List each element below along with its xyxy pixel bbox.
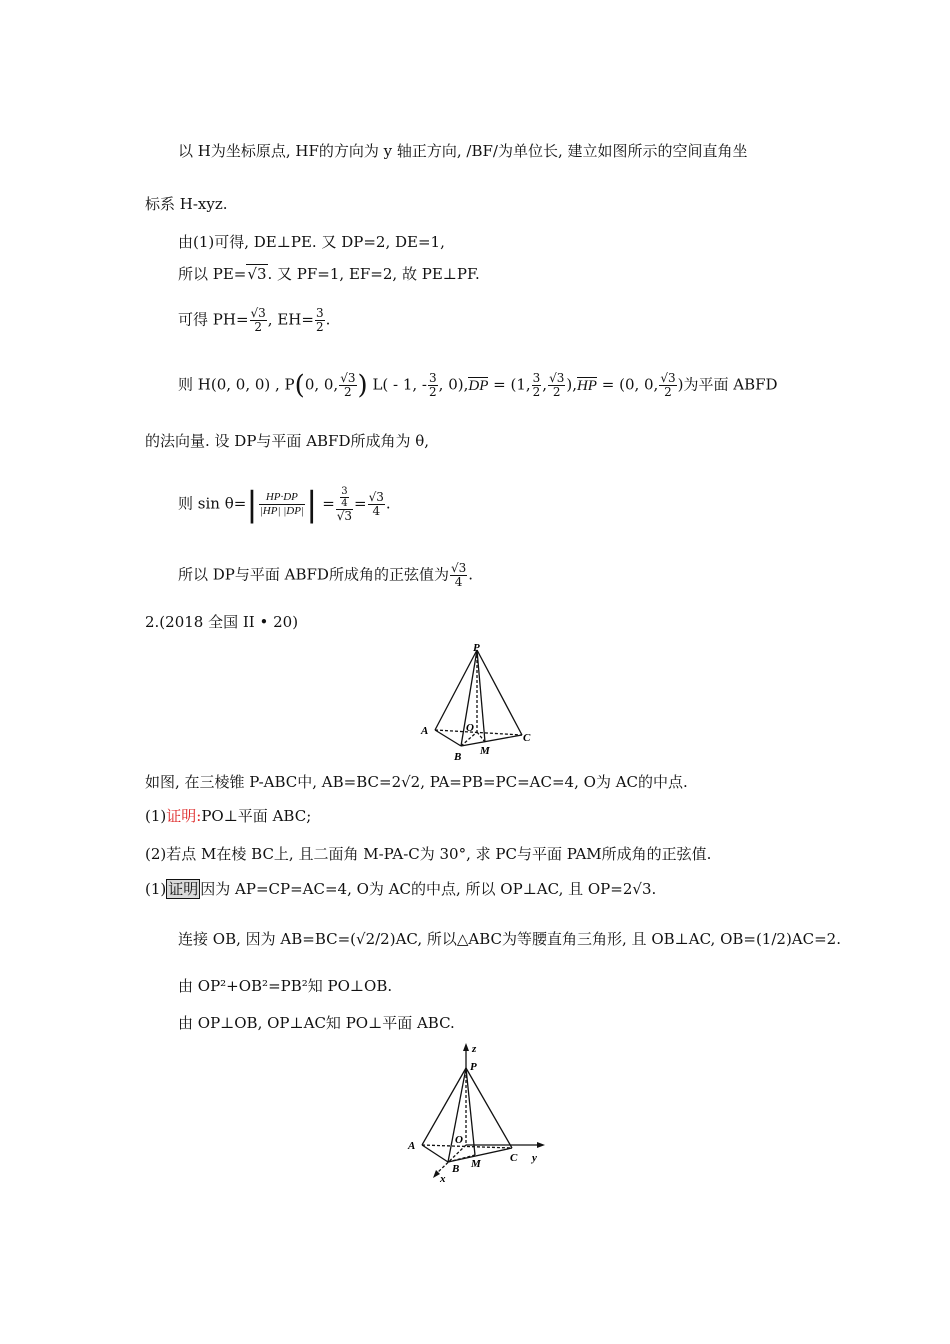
fig2-label-b: B [452, 1163, 460, 1175]
fraction-p-den: 2 [344, 385, 352, 399]
fraction-result-den: 4 [372, 504, 381, 518]
fraction-result-num: √3 [368, 490, 384, 504]
fig1-label-p: P [473, 642, 480, 654]
line-4 [178, 263, 480, 285]
fig1-label-a: A [421, 725, 429, 737]
fig2-label-p: P [470, 1061, 477, 1073]
fraction-l-den: 2 [429, 385, 437, 399]
line-14 [145, 878, 656, 900]
line-13: (2)若点 M在棱 BC上, 且二面角 M-PA-C为 30°, 求 PC与平面 PAM所成角的正弦值. [145, 845, 712, 863]
part-1-number-b: (1) [145, 880, 167, 898]
fraction-dp-a [532, 372, 542, 399]
fraction-abs [259, 491, 305, 518]
dp-eq: = (1, [493, 375, 531, 394]
line-9-text-a: 所以 DP与平面 ABFD所成角的正弦值为 [178, 565, 449, 584]
line-6-text-b: 为平面 ABFD [683, 375, 778, 394]
line-8: 则 sin θ=| $\frac{HP\cdot DP}{|HP| |DP|}$ | = $\frac{\frac{3}{4}}{√3}$ = $\frac{√3}{4}$ . [178, 484, 391, 525]
fig2-label-x: x [440, 1173, 446, 1185]
fraction-dp-b [548, 372, 565, 399]
fraction-hp-den: 2 [664, 385, 672, 399]
line-6-text-a: 则 H(0, 0, 0) , P [178, 375, 295, 394]
fraction-abs-num: HP·DP [259, 491, 305, 505]
fig1-label-o: O [466, 722, 474, 734]
fraction-inner-num: 3 [341, 486, 348, 497]
fraction-hp [659, 372, 676, 399]
line-7: 的法向量. 设 DP与平面 ABFD所成角为 θ, [145, 432, 430, 450]
paren-open: ( [294, 370, 305, 401]
line-4-text-a: 所以 PE= [178, 265, 247, 283]
line-16: 由 OP²+OB²=PB²知 PO⊥OB. [178, 977, 393, 995]
fig1-label-m: M [480, 745, 490, 757]
equals-2: = [354, 494, 367, 513]
line-6: 则 H(0, 0, 0) , P(0, 0, $\frac{√3}{2}$ ) L( - 1, - $\frac{3}{2}$ , 0),DP = (1, $\frac{3}{2}$ , $\frac{√3}{2}$ ),HP = (0, 0, $\frac{√3}{2}$ )为平面 ABFD [178, 370, 778, 401]
fraction-p [339, 372, 356, 399]
fraction-eh-num: 3 [315, 306, 324, 320]
fraction-inner-den: 4 [341, 498, 348, 509]
fig2-label-a: A [408, 1140, 416, 1152]
line-2: 标系 H-xyz. [145, 195, 228, 213]
fraction-sin [336, 486, 353, 523]
line-5-text-a: 可得 PH= [178, 310, 249, 329]
fig2-label-y: y [532, 1152, 537, 1164]
line-3: 由(1)可得, DE⊥PE. 又 DP=2, DE=1, [178, 233, 445, 251]
fraction-p-num: √3 [340, 371, 356, 385]
fraction-inner [340, 486, 348, 509]
fraction-answer [450, 562, 467, 589]
proof-label-boxed: 证明 [168, 880, 199, 898]
line-1: 以 H为坐标原点, HF的方向为 y 轴正方向, /BF/为单位长, 建立如图所示的空间直角坐 [178, 142, 748, 160]
line-11: 如图, 在三棱锥 P-ABC中, AB=BC=2√2, PA=PB=PC=AC=4, O为 AC的中点. [145, 773, 688, 791]
fraction-dp-a-den: 2 [532, 385, 541, 399]
line-4-text-b: . 又 PF=1, EF=2, 故 PE⊥PF. [267, 265, 480, 283]
line-14-text: 因为 AP=CP=AC=4, O为 AC的中点, 所以 OP⊥AC, 且 OP=2√3. [200, 880, 657, 898]
fig2-label-z: z [472, 1043, 477, 1055]
line-8-text-a: 则 sin θ= [178, 494, 247, 513]
line-17: 由 OP⊥OB, OP⊥AC知 PO⊥平面 ABC. [178, 1014, 455, 1032]
fraction-dp-b-num: √3 [549, 371, 565, 385]
hp-eq: = (0, 0, [601, 375, 659, 394]
dp-vector: DP [468, 377, 489, 394]
abs-bar-left: | [246, 484, 258, 525]
fraction-dp-a-num: 3 [532, 371, 541, 385]
fraction-sin-den: √3 [336, 509, 353, 523]
fraction-result [368, 491, 385, 518]
fraction-eh [315, 307, 325, 334]
fraction-eh-den: 2 [315, 320, 324, 334]
problem-2-title: 2.(2018 全国 II • 20) [145, 613, 299, 631]
line-9: 所以 DP与平面 ABFD所成角的正弦值为 $\frac{√3}{4}$ . [178, 561, 474, 589]
fraction-answer-num: √3 [450, 561, 467, 575]
sqrt3-value: √3 [247, 265, 267, 283]
fig2-label-o: O [455, 1134, 463, 1146]
fig2-label-m: M [471, 1158, 481, 1170]
fraction-l [428, 372, 438, 399]
fraction-dp-b-den: 2 [552, 385, 561, 399]
fraction-abs-den: |HP| |DP| [259, 505, 304, 517]
fraction-l-num: 3 [429, 371, 437, 385]
line-15: 连接 OB, 因为 AB=BC=(√2/2)AC, 所以△ABC为等腰直角三角形, 且 OB⊥AC, OB=(1/2)AC=2. [178, 930, 841, 948]
abs-bar-right: | [305, 484, 318, 525]
fraction-hp-num: √3 [660, 371, 676, 385]
paren-close: ) [357, 370, 368, 401]
fraction-sin-num [336, 486, 353, 510]
p-coords: 0, 0, [304, 375, 339, 394]
line-5-text-b: , EH= [267, 310, 314, 329]
fig1-label-c: C [523, 732, 531, 744]
line-5 [178, 307, 330, 334]
l-point: L( - 1, - [372, 375, 428, 394]
fraction-ph [250, 307, 267, 334]
fraction-answer-den: 4 [454, 575, 463, 589]
fraction-ph-den: 2 [254, 320, 262, 334]
l-point-tail: , 0), [438, 375, 469, 394]
fig2-label-c: C [510, 1152, 518, 1164]
proof-label-red: 证明: [166, 807, 202, 825]
fig1-label-b: B [454, 751, 462, 763]
period: . [325, 310, 331, 329]
fraction-ph-num: √3 [250, 306, 266, 320]
part-1-number: (1) [145, 807, 167, 825]
equals-1: = [322, 494, 335, 513]
figure-1-tetrahedron [410, 640, 540, 765]
line-12-text: PO⊥平面 ABC; [201, 807, 312, 825]
figure-2-coordinate-tetrahedron [400, 1040, 560, 1185]
line-12 [145, 805, 311, 827]
hp-vector: HP [576, 377, 597, 394]
